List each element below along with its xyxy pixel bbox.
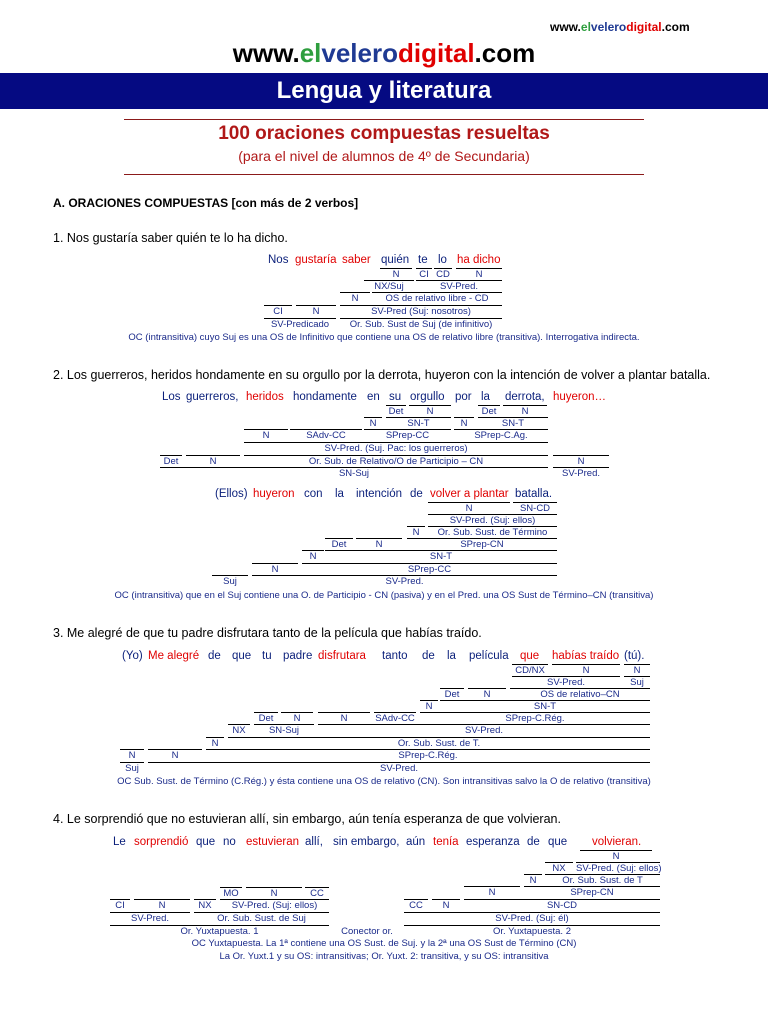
- q1-word: ha dicho: [457, 254, 501, 266]
- q4-label: NX: [198, 900, 212, 911]
- q4-explanation-2: La Or. Yuxt.1 y su OS: intransitivas; Or. Yuxt. 2: transitiva, y su OS: intransitiva: [219, 951, 549, 962]
- q1-label: SV-Pred.: [439, 281, 479, 292]
- q3-label: N: [171, 750, 179, 761]
- q3-label: Det: [444, 689, 460, 700]
- question-3: 3. Me alegré de que tu padre disfrutara tanto de la película que habías traído.: [53, 626, 482, 640]
- q3-explanation: OC Sub. Sust. de Término (C.Rég.) y ésta contiene una OS de relativo (CN). Son intransitivas salvo la O de relativo (transitiva): [117, 776, 651, 787]
- q4-word: allí,: [305, 836, 323, 848]
- q3-label: Suj: [125, 763, 139, 774]
- q2-label: SN-Suj: [338, 468, 370, 479]
- q3-label: N: [633, 665, 641, 676]
- q4-label: CI: [115, 900, 125, 911]
- url-com: .com: [661, 20, 690, 34]
- q3-label: N: [582, 665, 590, 676]
- q4-label: SV-Pred. (Suj: él): [495, 913, 569, 924]
- q4-label: Or. Sub. Sust. de T: [562, 875, 643, 886]
- q4-label: N: [158, 900, 166, 911]
- q2-label: N: [521, 406, 529, 417]
- q2-label2: N: [465, 503, 473, 514]
- q2-label2: SPrep-CN: [460, 539, 504, 550]
- q3-label: N: [211, 738, 219, 749]
- q3-label: SAdv-CC: [375, 713, 415, 724]
- q1-label: CI: [273, 306, 283, 317]
- url-el: el: [580, 20, 591, 34]
- q2-label: SV-Pred.: [561, 468, 601, 479]
- q1-label: CI: [419, 269, 429, 280]
- q3-label: SV-Pred.: [546, 677, 586, 688]
- q4-word: no: [223, 836, 236, 848]
- q2-label: Det: [481, 406, 497, 417]
- page-subtitle: (para el nivel de alumnos de 4º de Secundaria): [238, 148, 530, 164]
- url-www: www.: [550, 20, 581, 34]
- q3-label: SN-Suj: [268, 725, 300, 736]
- q2-label2: N: [375, 539, 383, 550]
- q4-explanation: OC Yuxtapuesta. La 1ª contiene una OS Sust. de Suj. y la 2ª una OS Sust de Término (CN): [191, 938, 577, 949]
- q2-label2: SV-Pred. (Suj: ellos): [449, 515, 536, 526]
- q1-label: Or. Sub. Sust de Suj (de infinitivo): [349, 319, 493, 330]
- q1-label: N: [475, 269, 483, 280]
- q3-word: que: [232, 650, 252, 662]
- q1-word: lo: [438, 254, 447, 266]
- q2-word: huyeron…: [553, 391, 607, 403]
- question-2: 2. Los guerreros, heridos hondamente en su orgullo por la derrota, huyeron con la intención de volver a plantar batalla.: [53, 368, 711, 382]
- q2-label2: N: [309, 551, 317, 562]
- q1-word: saber: [342, 254, 371, 266]
- q1-label: SV-Pred (Suj: nosotros): [371, 306, 471, 317]
- q4-word: aún: [406, 836, 426, 848]
- q4-label: N: [529, 875, 537, 886]
- q2-word: la: [481, 391, 490, 403]
- top-right-url[interactable]: [550, 20, 690, 34]
- q4-label: N: [442, 900, 450, 911]
- q2-label2: N: [412, 527, 420, 538]
- q3-label: OS de relativo–CN: [540, 689, 620, 700]
- q2-word2: la: [335, 488, 344, 500]
- q2-label: SV-Pred. (Suj. Pac: los guerreros): [324, 443, 468, 454]
- q3-word: tanto: [382, 650, 408, 662]
- q1-label: OS de relativo libre - CD: [385, 293, 489, 304]
- q1-word: Nos: [268, 254, 289, 266]
- q3-word: Me alegré: [148, 650, 200, 662]
- title-rule-top: [124, 119, 644, 120]
- q1-word: quién: [381, 254, 410, 266]
- question-4: 4. Le sorprendió que no estuvieran allí, sin embargo, aún tenía esperanza de que volvieran.: [53, 812, 561, 826]
- q3-label: SV-Pred.: [379, 763, 419, 774]
- q4-label: CC: [409, 900, 423, 911]
- q4-label: SV-Pred.: [130, 913, 170, 924]
- q2-word: derrota,: [505, 391, 545, 403]
- q4-word: sin embargo,: [333, 836, 400, 848]
- q2-label: SN-T: [501, 418, 525, 429]
- q4-label: SN-CD: [546, 900, 578, 911]
- q4-label: N: [270, 888, 278, 899]
- q2-word: hondamente: [293, 391, 357, 403]
- q4-label: N: [612, 851, 620, 862]
- q2-word2: intención: [356, 488, 403, 500]
- banner-title: Lengua y literatura: [276, 77, 492, 104]
- q2-label: N: [577, 456, 585, 467]
- q4-word: Le: [113, 836, 126, 848]
- q4-label: SPrep-CN: [570, 887, 614, 898]
- q3-label: SV-Pred.: [464, 725, 504, 736]
- q4-label: CC: [310, 888, 324, 899]
- page-title: 100 oraciones compuestas resueltas: [218, 123, 550, 144]
- q2-label2: N: [271, 564, 279, 575]
- header-url-digital: digital: [397, 38, 475, 68]
- title-rule-bottom: [124, 174, 644, 175]
- q3-label: N: [483, 689, 491, 700]
- q2-label: Or. Sub. de Relativo/O de Participio – CN: [308, 456, 484, 467]
- q3-label: Or. Sub. Sust. de T.: [397, 738, 481, 749]
- section-heading: A. ORACIONES COMPUESTAS [con más de 2 verbos]: [53, 196, 359, 210]
- q3-label: SPrep-C.Rég.: [505, 713, 565, 724]
- q2-label: N: [460, 418, 468, 429]
- q3-label: N: [128, 750, 136, 761]
- q2-word: guerreros,: [186, 391, 239, 403]
- q2-label: SN-T: [407, 418, 430, 429]
- q4-label: NX: [552, 863, 566, 874]
- q3-label: N: [340, 713, 348, 724]
- q1-label: NX/Suj: [374, 281, 404, 292]
- q3-word: tu: [262, 650, 272, 662]
- q2-word2: de: [410, 488, 423, 500]
- q3-word: de: [422, 650, 435, 662]
- q4-label: SV-Pred. (Suj: ellos): [231, 900, 318, 911]
- q2-label2: Suj: [223, 576, 237, 587]
- q2-label2: SV-Pred.: [385, 576, 424, 587]
- q2-label: N: [209, 456, 217, 467]
- q2-word2: (Ellos): [215, 488, 248, 500]
- q3-label: NX: [232, 725, 246, 736]
- banner: [0, 73, 768, 109]
- q2-word: orgullo: [410, 391, 445, 403]
- q3-word: (Yo): [122, 650, 143, 662]
- url-velero: velero: [590, 20, 627, 34]
- q1-explanation: OC (intransitiva) cuyo Suj es una OS de Infinitivo que contiene una OS de relativo libre (transitiva). Interrogativa indirecta.: [128, 332, 640, 343]
- q2-label: N: [262, 430, 270, 441]
- q4-label: Conector or.: [341, 926, 393, 937]
- question-1: 1. Nos gustaría saber quién te lo ha dicho.: [53, 231, 288, 245]
- q1-word: te: [418, 254, 428, 266]
- q2-label: SPrep-CC: [385, 430, 430, 441]
- q2-word: Los: [162, 391, 181, 403]
- q3-label: CD/NX: [515, 665, 545, 676]
- q1-label: N: [351, 293, 359, 304]
- q3-label: SPrep-C.Rég.: [398, 750, 458, 761]
- q4-word: de: [527, 836, 540, 848]
- q2-word2: volver a plantar: [430, 488, 509, 500]
- q3-word: de: [208, 650, 221, 662]
- q3-word: habías traído: [552, 650, 620, 662]
- q2-label: Det: [388, 406, 404, 417]
- q1-label: N: [312, 306, 320, 317]
- q2-label: SAdv-CC: [306, 430, 346, 441]
- q2-word2: huyeron: [253, 488, 295, 500]
- q3-word: la: [447, 650, 456, 662]
- q2-label: N: [369, 418, 377, 429]
- q3-label: Det: [258, 713, 274, 724]
- q3-word: que: [520, 650, 540, 662]
- q4-word: esperanza: [466, 836, 520, 848]
- q2-word: heridos: [246, 391, 284, 403]
- q3-label: N: [293, 713, 301, 724]
- q1-label: N: [392, 269, 400, 280]
- q4-label: MO: [223, 888, 239, 899]
- q4-label: Or. Yuxtapuesta. 2: [493, 926, 571, 937]
- q1-label: CD: [436, 269, 450, 280]
- q3-label: SN-T: [533, 701, 557, 712]
- q2-label: N: [426, 406, 434, 417]
- q2-label2: SN-CD: [519, 503, 551, 514]
- q4-word: estuvieran: [246, 836, 300, 848]
- q2-label2: SN-T: [429, 551, 453, 562]
- header-url[interactable]: [0, 38, 768, 69]
- q2-label2: Or. Sub. Sust. de Término: [437, 527, 548, 538]
- q2-word: en: [367, 391, 380, 403]
- q2-explanation: OC (intransitiva) que en el Suj contiene una O. de Participio - CN (pasiva) y en el Pred. una OS Sust de Término–CN (transitiva): [114, 590, 654, 601]
- q2-word2: batalla.: [515, 488, 553, 500]
- q1-label: SV-Predicado: [270, 319, 330, 330]
- q1-word: gustaría: [295, 254, 337, 266]
- q4-label: Or. Yuxtapuesta. 1: [180, 926, 259, 937]
- q2-label2: SPrep-CC: [407, 564, 452, 575]
- q2-word: su: [389, 391, 402, 403]
- q4-word: que: [548, 836, 568, 848]
- q3-label: N: [425, 701, 433, 712]
- header-url-velero: velero: [321, 38, 398, 68]
- q3-word: película: [469, 650, 509, 662]
- header-url-el: el: [299, 38, 322, 68]
- q3-word: (tú).: [624, 650, 645, 662]
- q4-label: Or. Sub. Sust. de Suj: [217, 913, 306, 924]
- q4-word: volvieran.: [592, 836, 642, 848]
- url-digital: digital: [626, 20, 662, 34]
- header-url-www: www.: [232, 38, 300, 68]
- q3-word: disfrutara: [318, 650, 366, 662]
- q4-word: tenía: [433, 836, 459, 848]
- q2-word2: con: [304, 488, 323, 500]
- q2-word: por: [455, 391, 472, 403]
- header-url-com: .com: [474, 38, 536, 68]
- q4-label: N: [488, 887, 496, 898]
- q3-word: padre: [283, 650, 313, 662]
- q4-label: SV-Pred. (Suj: ellos): [576, 863, 662, 874]
- q4-word: sorprendió: [134, 836, 189, 848]
- q2-label: Det: [163, 456, 179, 467]
- q4-word: que: [196, 836, 216, 848]
- q2-label2: Det: [331, 539, 347, 550]
- q3-label: Suj: [630, 677, 644, 688]
- q2-label: SPrep-C.Ag.: [474, 430, 528, 441]
